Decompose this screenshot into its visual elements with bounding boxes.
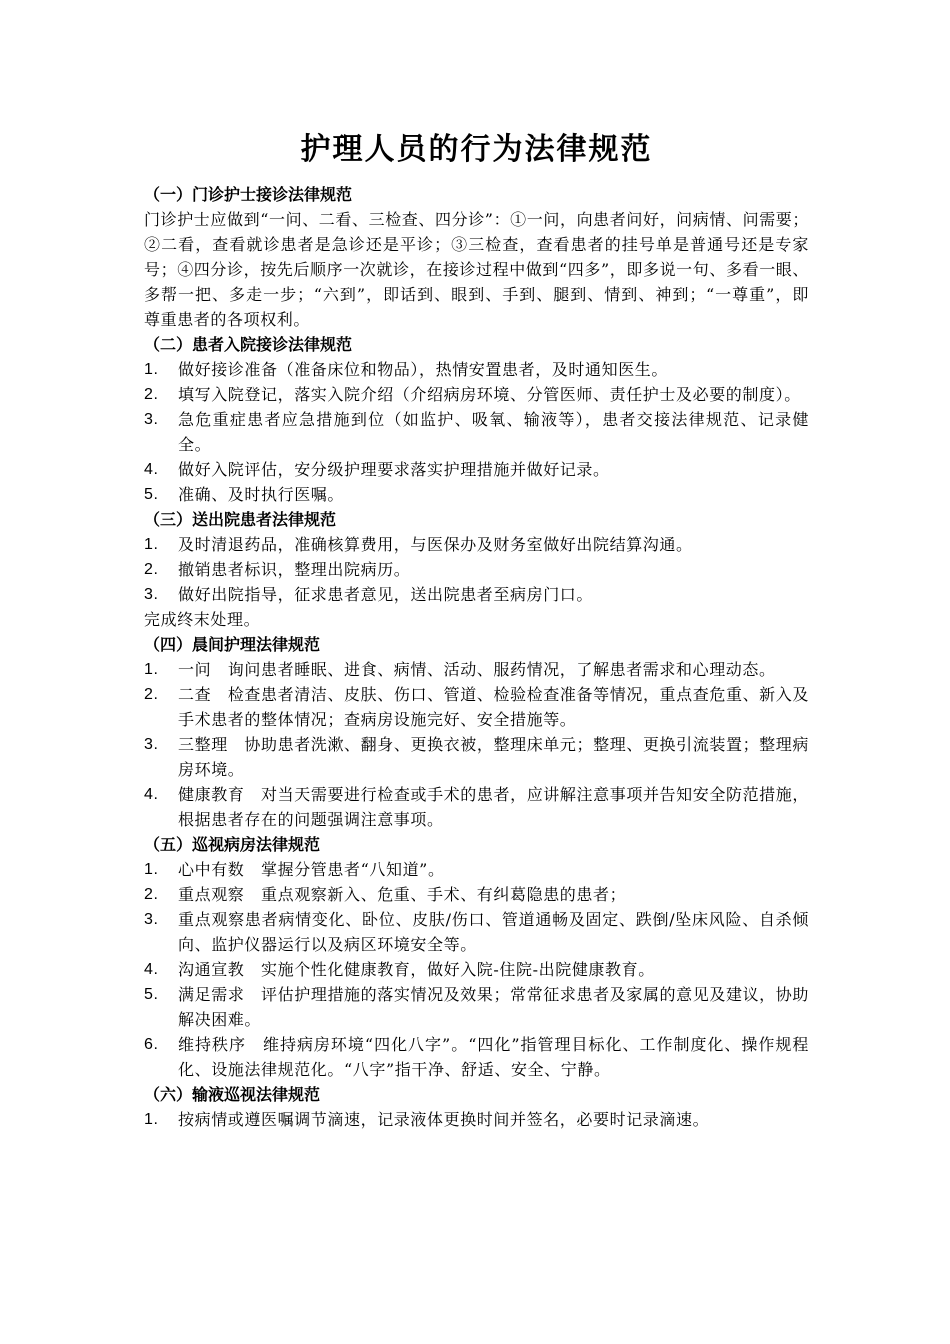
item-text: 满足需求 评估护理措施的落实情况及效果；常常征求患者及家属的意见及建议，协助解决困难。 — [178, 985, 809, 1029]
item-number: 2. — [144, 561, 159, 578]
list-item — [144, 357, 809, 382]
list-item — [144, 982, 809, 1032]
section-note: 完成终末处理。 — [144, 610, 261, 629]
list-item — [144, 657, 809, 682]
list-item — [144, 382, 809, 407]
item-text: 急危重症患者应急措施到位（如监护、吸氧、输液等），患者交接法律规范、记录健全。 — [178, 410, 809, 454]
section-heading: （一）门诊护士接诊法律规范 — [144, 185, 353, 204]
item-text: 做好出院指导，征求患者意见，送出院患者至病房门口。 — [178, 585, 594, 604]
item-number: 5. — [144, 486, 159, 503]
section-admission — [144, 332, 809, 507]
item-number: 1. — [144, 1111, 159, 1128]
section-infusion-rounds — [144, 1082, 809, 1132]
list-item — [144, 907, 809, 957]
item-number: 1. — [144, 361, 159, 378]
list-item — [144, 532, 809, 557]
section-outpatient — [144, 182, 809, 332]
item-text: 健康教育 对当天需要进行检查或手术的患者，应讲解注意事项并告知安全防范措施，根据患者存在的问题强调注意事项。 — [178, 785, 809, 829]
item-text: 一问 询问患者睡眠、进食、病情、活动、服药情况，了解患者需求和心理动态。 — [178, 660, 776, 679]
item-text: 填写入院登记，落实入院介绍（介绍病房环境、分管医师、责任护士及必要的制度）。 — [178, 385, 801, 404]
item-number: 6. — [144, 1036, 159, 1053]
item-text: 二查 检查患者清洁、皮肤、伤口、管道、检验检查准备等情况，重点查危重、新入及手术患者的整体情况；查病房设施完好、安全措施等。 — [178, 685, 809, 729]
item-text: 沟通宣教 实施个性化健康教育，做好入院-住院-出院健康教育。 — [178, 960, 655, 979]
numbered-list — [144, 357, 809, 507]
section-discharge — [144, 507, 809, 632]
item-number: 2. — [144, 686, 159, 703]
item-text: 做好接诊准备（准备床位和物品），热情安置患者，及时通知医生。 — [178, 360, 669, 379]
list-item — [144, 682, 809, 732]
item-text: 三整理 协助患者洗漱、翻身、更换衣被，整理床单元；整理、更换引流装置；整理病房环境。 — [178, 735, 809, 779]
item-text: 做好入院评估，安分级护理要求落实护理措施并做好记录。 — [178, 460, 610, 479]
list-item — [144, 882, 809, 907]
list-item — [144, 1032, 809, 1082]
item-text: 及时清退药品，准确核算费用，与医保办及财务室做好出院结算沟通。 — [178, 535, 693, 554]
item-number: 2. — [144, 386, 159, 403]
document-page — [144, 126, 809, 1132]
section-heading: （六）输液巡视法律规范 — [144, 1085, 321, 1104]
numbered-list — [144, 532, 809, 607]
numbered-list — [144, 1107, 809, 1132]
list-item — [144, 482, 809, 507]
list-item — [144, 857, 809, 882]
section-heading: （五）巡视病房法律规范 — [144, 835, 321, 854]
item-text: 重点观察 重点观察新入、危重、手术、有纠葛隐患的患者； — [178, 885, 627, 904]
list-item — [144, 1107, 809, 1132]
list-item — [144, 782, 809, 832]
item-text: 准确、及时执行医嘱。 — [178, 485, 345, 504]
item-number: 2. — [144, 886, 159, 903]
document-title: 护理人员的行为法律规范 — [300, 132, 653, 167]
item-number: 4. — [144, 786, 159, 803]
item-number: 1. — [144, 536, 159, 553]
item-number: 1. — [144, 661, 159, 678]
list-item — [144, 557, 809, 582]
section-morning-care — [144, 632, 809, 832]
item-number: 4. — [144, 461, 159, 478]
section-heading: （二）患者入院接诊法律规范 — [144, 335, 353, 354]
item-text: 撤销患者标识，整理出院病历。 — [178, 560, 411, 579]
item-text: 维持秩序 维持病房环境“四化八字”。“四化”指管理目标化、工作制度化、操作规程化、设施法律规范化。“八字”指干净、舒适、安全、宁静。 — [178, 1035, 809, 1079]
list-item — [144, 407, 809, 457]
item-number: 3. — [144, 411, 159, 428]
item-number: 4. — [144, 961, 159, 978]
list-item — [144, 457, 809, 482]
list-item — [144, 732, 809, 782]
item-number: 1. — [144, 861, 159, 878]
item-number: 3. — [144, 736, 159, 753]
item-number: 5. — [144, 986, 159, 1003]
list-item — [144, 582, 809, 607]
item-text: 重点观察患者病情变化、卧位、皮肤/伤口、管道通畅及固定、跌倒/坠床风险、自杀倾向、监护仪器运行以及病区环境安全等。 — [178, 910, 809, 954]
section-heading: （三）送出院患者法律规范 — [144, 510, 337, 529]
numbered-list — [144, 857, 809, 1082]
item-text: 心中有数 掌握分管患者“八知道”。 — [178, 860, 445, 879]
section-ward-rounds — [144, 832, 809, 1082]
item-number: 3. — [144, 911, 159, 928]
list-item — [144, 957, 809, 982]
section-heading: （四）晨间护理法律规范 — [144, 635, 321, 654]
section-paragraph: 门诊护士应做到“一问、二看、三检查、四分诊”：①一问，向患者问好，问病情、问需要；②二看，查看就诊患者是急诊还是平诊；③三检查，查看患者的挂号单是普通号还是专家号；④四分诊，按先后顺序一次就诊，在接诊过程中做到“四多”，即多说一句、多看一眼、多帮一把、多走一步；“六到”，即话到、眼到、手到、腿到、情到、神到；“一尊重”，即尊重患者的各项权利。 — [144, 210, 809, 329]
numbered-list — [144, 657, 809, 832]
item-text: 按病情或遵医嘱调节滴速，记录液体更换时间并签名，必要时记录滴速。 — [178, 1110, 710, 1129]
item-number: 3. — [144, 586, 159, 603]
